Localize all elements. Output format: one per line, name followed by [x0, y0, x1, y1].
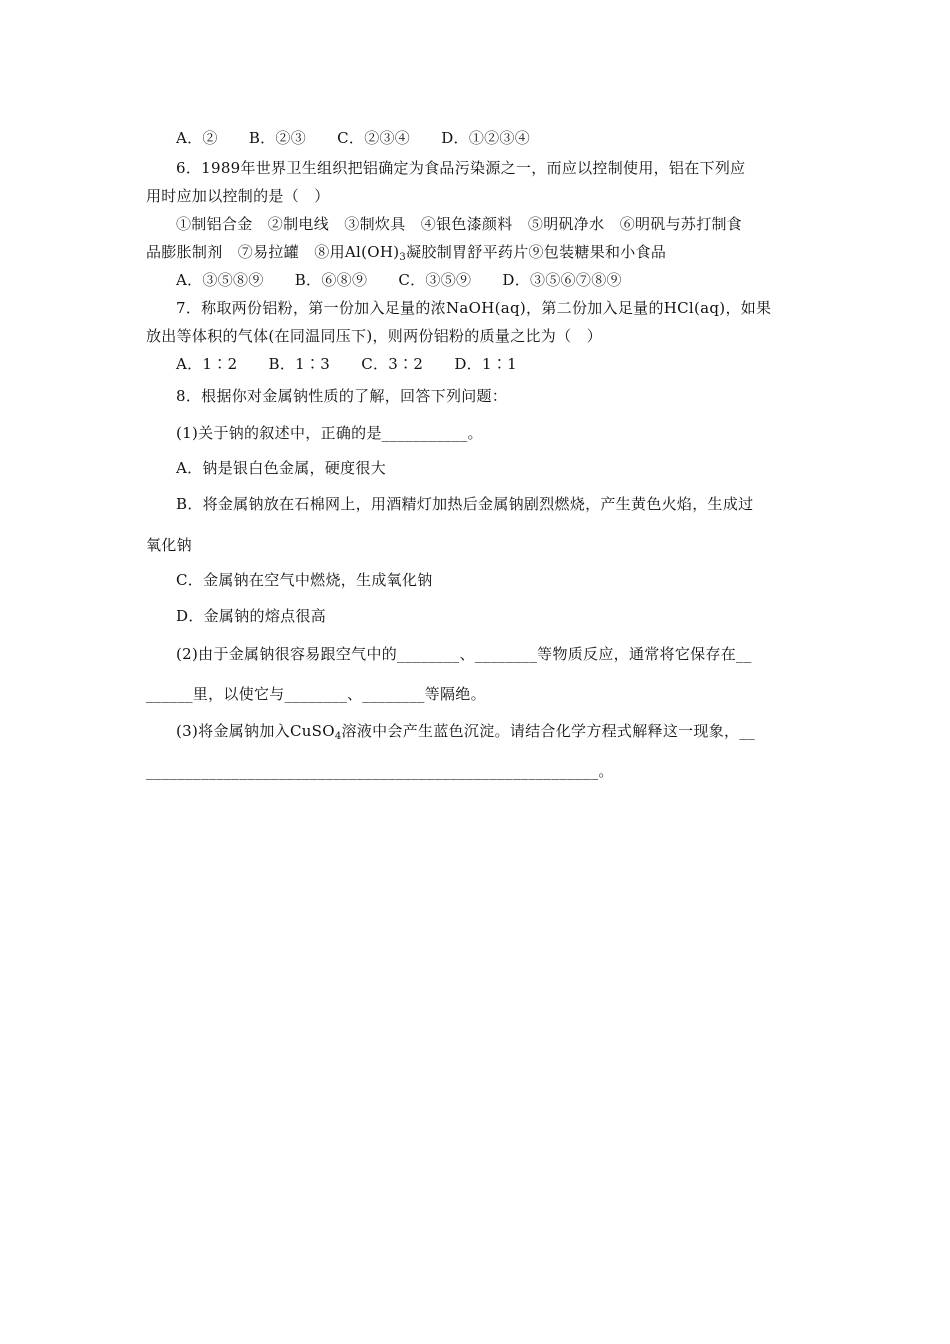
q6-options — [176, 269, 622, 291]
q6-option-b: B．⑥⑧⑨ — [294, 271, 368, 289]
q6-items-subscript: 3 — [399, 252, 407, 263]
q7-stem-line1: 7．称取两份铝粉，第一份加入足量的浓NaOH(aq)，第二份加入足量的HCl(aq)，如果 — [176, 299, 772, 317]
q6-items-line2-b: 凝胶制胃舒平药片⑨包装糖果和小食品 — [406, 243, 667, 261]
q6-option-d: D．③⑤⑥⑦⑧⑨ — [502, 271, 622, 289]
q8-part3-subscript: 4 — [334, 731, 342, 742]
q6-stem-line2: 用时应加以控制的是（ ） — [146, 187, 330, 205]
q7-stem-line2: 放出等体积的气体(在同温同压下)，则两份铝粉的质量之比为（ ） — [146, 327, 603, 345]
q6-stem-line1: 6．1989年世界卫生组织把铝确定为食品污染源之一，而应以控制使用，铝在下列应 — [176, 159, 746, 177]
q8-part3-line1 — [176, 720, 755, 748]
q8-part3-line1-b: 溶液中会产生蓝色沉淀。请结合化学方程式解释这一现象，__ — [341, 722, 755, 740]
q6-items-line2-a: 品膨胀制剂 ⑦易拉罐 ⑧用Al(OH) — [146, 243, 400, 261]
q8-part3-line2: __________________________________________________________。 — [146, 762, 614, 780]
q8-stem: 8．根据你对金属钠性质的了解，回答下列问题： — [176, 387, 508, 405]
q8-part2-line1: (2)由于金属钠很容易跟空气中的________、________等物质反应，通常将它保存在__ — [176, 645, 752, 663]
q6-items-line2 — [146, 241, 666, 269]
q8-option-b-line1: B．将金属钠放在石棉网上，用酒精灯加热后金属钠剧烈燃烧，产生黄色火焰，生成过 — [176, 495, 754, 513]
q8-part1: (1)关于钠的叙述中，正确的是___________。 — [176, 424, 483, 442]
q8-part2-line2: ______里，以使它与________、________等隔绝。 — [146, 685, 486, 703]
q8-option-b-line2: 氧化钠 — [146, 536, 192, 554]
q6-option-a: A．③⑤⑧⑨ — [176, 271, 264, 289]
q7-option-b: B．1∶3 — [268, 355, 331, 373]
q6-option-c: C．③⑤⑨ — [398, 271, 472, 289]
q6-items-line1: ①制铝合金 ②制电线 ③制炊具 ④银色漆颜料 ⑤明矾净水 ⑥明矾与苏打制食 — [176, 215, 743, 233]
q8-option-a: A．钠是银白色金属，硬度很大 — [176, 459, 387, 477]
q7-options — [176, 353, 517, 375]
q5-option-b: B．②③ — [248, 129, 307, 147]
q8-option-c: C．金属钠在空气中燃烧，生成氧化钠 — [176, 571, 433, 589]
q5-option-a: A．② — [176, 129, 218, 147]
q7-option-c: C．3∶2 — [361, 355, 424, 373]
q8-part3-line1-a: (3)将金属钠加入CuSO — [176, 722, 335, 740]
q5-options — [176, 127, 530, 149]
q7-option-a: A．1∶2 — [176, 355, 238, 373]
q7-option-d: D．1∶1 — [454, 355, 517, 373]
q5-option-c: C．②③④ — [337, 129, 411, 147]
q5-option-d: D．①②③④ — [441, 129, 531, 147]
q8-option-d: D．金属钠的熔点很高 — [176, 607, 327, 625]
